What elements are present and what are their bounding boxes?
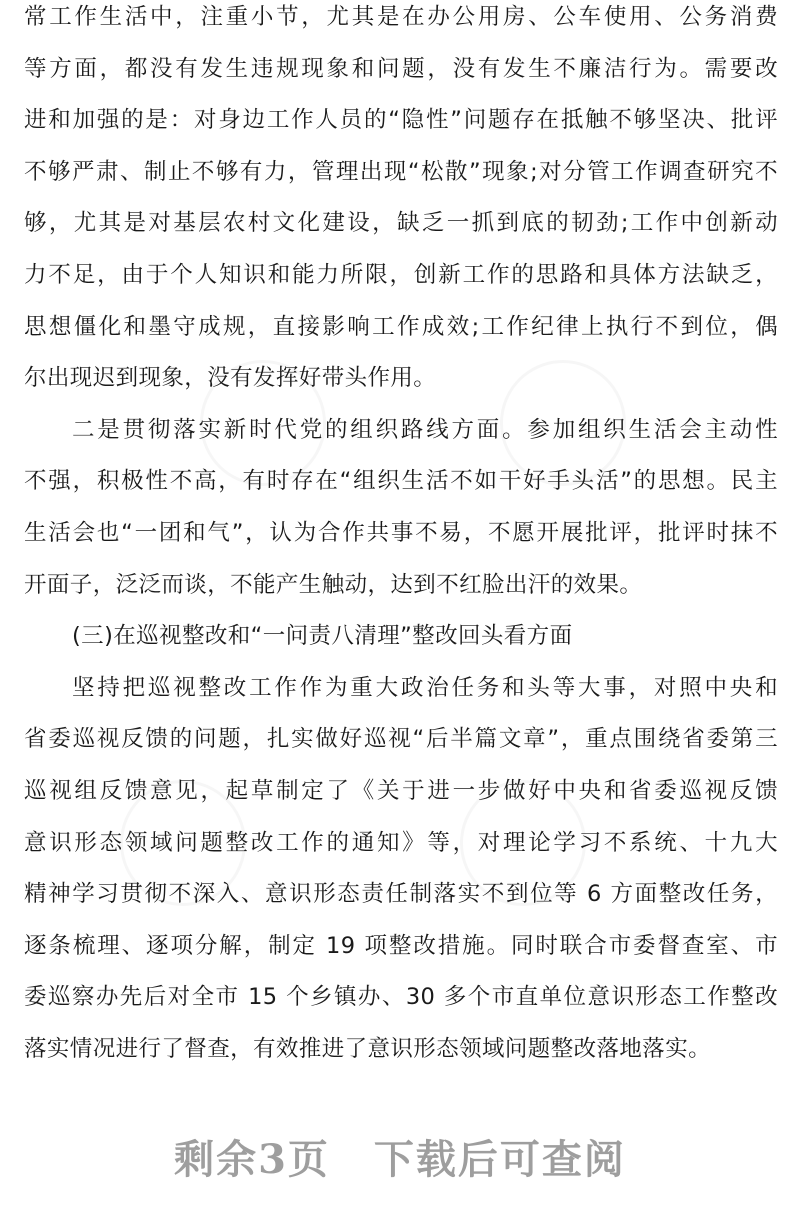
text-line: 精神学习贯彻不深入、意识形态责任制落实不到位等 6 方面整改任务， bbox=[24, 881, 778, 908]
text-line: 力不足，由于个人知识和能力所限，创新工作的思路和具体方法缺乏， bbox=[24, 262, 778, 288]
text-line: 够，尤其是对基层农村文化建设，缺乏一抓到底的韧劲;工作中创新动 bbox=[24, 210, 778, 237]
text-line: 生活会也“一团和气”，认为合作共事不易，不愿开展批评，批评时抹不 bbox=[24, 520, 778, 546]
download-prompt[interactable] bbox=[0, 1128, 800, 1185]
text-line: 意识形态领域问题整改工作的通知》等，对理论学习不系统、十九大 bbox=[24, 829, 778, 856]
text-line: 等方面，都没有发生违规现象和问题，没有发生不廉洁行为。需要改 bbox=[24, 55, 778, 82]
text-line: 不够严肃、制止不够有力，管理出现“松散”现象;对分管工作调查研究不 bbox=[24, 158, 778, 185]
download-to-view-label: 下载后可查阅 bbox=[373, 1136, 626, 1183]
text-line: 尔出现迟到现象，没有发挥好带头作用。 bbox=[24, 365, 437, 392]
text-line: 不强，积极性不高，有时存在“组织生活不如干好手头活”的思想。民主 bbox=[24, 468, 778, 495]
text-line: 坚持把巡视整改工作作为重大政治任务和头等大事，对照中央和 bbox=[72, 674, 778, 701]
text-line: 二是贯彻落实新时代党的组织路线方面。参加组织生活会主动性 bbox=[72, 416, 778, 443]
text-line: 思想僵化和墨守成规，直接影响工作成效;工作纪律上执行不到位，偶 bbox=[24, 313, 778, 340]
text-line: 逐条梳理、逐项分解，制定 19 项整改措施。同时联合市委督查室、市 bbox=[24, 932, 778, 959]
remaining-pages-label: 剩余3页 bbox=[174, 1136, 330, 1183]
section-heading: (三)在巡视整改和“一问责八清理”整改回头看方面 bbox=[72, 623, 573, 650]
text-line: 巡视组反馈意见，起草制定了《关于进一步做好中央和省委巡视反馈 bbox=[24, 778, 778, 804]
text-line: 开面子，泛泛而谈，不能产生触动，达到不红脸出汗的效果。 bbox=[24, 571, 643, 598]
text-line: 进和加强的是：对身边工作人员的“隐性”问题存在抵触不够坚决、批评 bbox=[24, 107, 778, 134]
text-line: 委巡察办先后对全市 15 个乡镇办、30 多个市直单位意识形态工作整改 bbox=[24, 984, 778, 1011]
text-line: 省委巡视反馈的问题，扎实做好巡视“后半篇文章”，重点围绕省委第三 bbox=[24, 726, 778, 753]
text-line: 落实情况进行了督查，有效推进了意识形态领域问题整改落地落实。 bbox=[24, 1036, 712, 1062]
text-line: 常工作生活中，注重小节，尤其是在办公用房、公车使用、公务消费 bbox=[24, 4, 778, 30]
